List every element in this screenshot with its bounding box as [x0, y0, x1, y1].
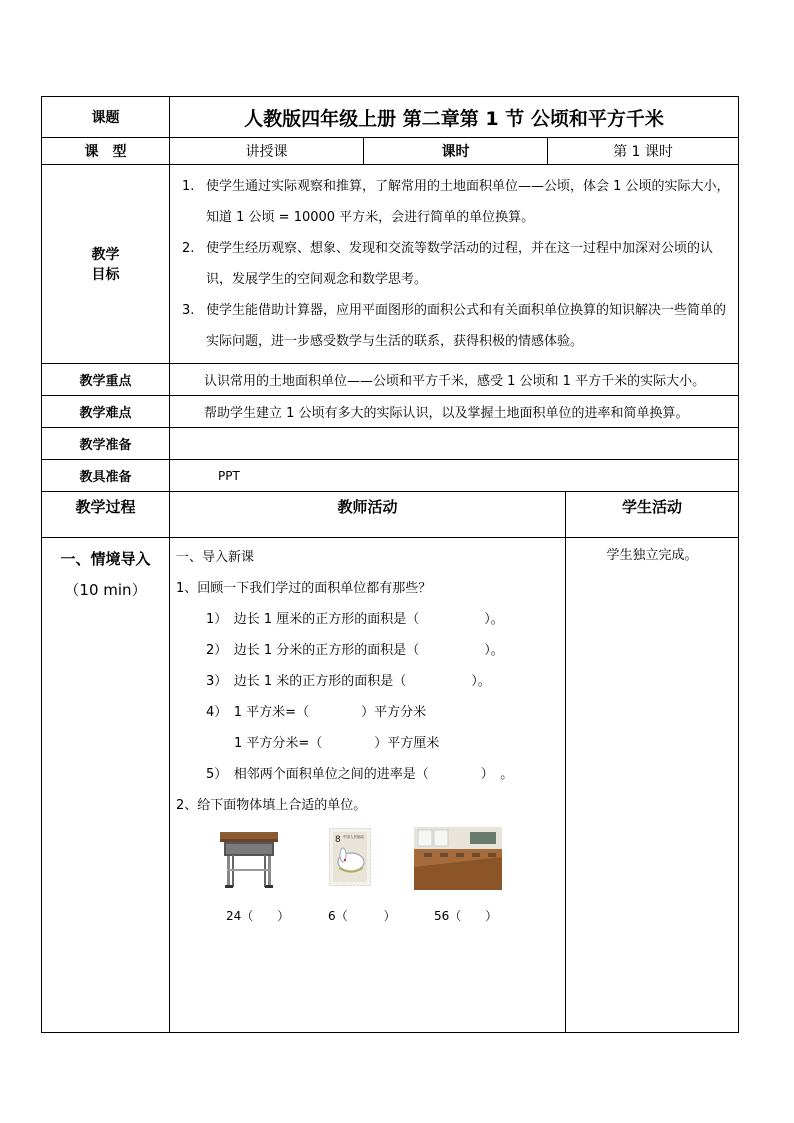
question-1-item-1: 1） 边长 1 厘米的正方形的面积是（ ）。 [206, 612, 504, 627]
objective-number: 2. [182, 241, 195, 256]
lesson-plan-table [41, 96, 739, 1033]
objective-text: 使学生能借助计算器，应用平面图形的面积公式和有关面积单位换算的知识解决一些简单的实际问题，进一步感受数学与生活的联系，获得积极的情感体验。 [206, 303, 727, 349]
stamp-caption: 6（ ） [328, 909, 396, 923]
objectives-label [42, 165, 170, 364]
objective-number: 1. [182, 179, 195, 194]
desk-picture-icon [218, 829, 280, 895]
question-1-item-4a: 4） 1 平方米=（ ）平方分米 [206, 705, 427, 720]
classroom-caption: 56（ ） [434, 909, 498, 923]
period-value: 第 1 课时 [548, 138, 739, 165]
question-2-pictures [176, 821, 559, 941]
question-1-item-4b: 1 平方分米=（ ）平方厘米 [234, 736, 440, 751]
key-points-label: 教学重点 [42, 364, 170, 396]
question-1-item-5: 5） 相邻两个面积单位之间的进率是（ ） 。 [206, 767, 514, 782]
objective-item [178, 171, 730, 233]
stamp-text: 中国人民邮政 [343, 835, 364, 839]
objectives-list [170, 165, 739, 364]
type-value: 讲授课 [170, 138, 364, 165]
question-1: 1、回顾一下我们学过的面积单位都有那些？ [176, 581, 432, 596]
objective-text: 使学生经历观察、想象、发现和交流等数学活动的过程，并在这一过程中加深对公顷的认识，发展学生的空间观念和数学思考。 [206, 241, 714, 287]
question-1-item-2: 2） 边长 1 分米的正方形的面积是（ ）。 [206, 643, 504, 658]
type-label: 课 型 [42, 138, 170, 165]
student-activity-header: 学生活动 [566, 492, 739, 538]
objective-number: 3. [182, 303, 195, 318]
preparation-label: 教学准备 [42, 428, 170, 460]
desk-caption: 24（ ） [226, 909, 290, 923]
period-label: 课时 [364, 138, 548, 165]
process-label: 教学过程 [42, 492, 170, 538]
subject-label: 课题 [42, 97, 170, 138]
key-points-value: 认识常用的土地面积单位——公顷和平方千米，感受 1 公顷和 1 平方千米的实际大小。 [170, 364, 739, 396]
stage-name: 一、情境导入 [60, 550, 151, 568]
stage-cell [42, 538, 170, 1033]
objectives-label-line-1: 教学 [91, 247, 120, 263]
difficulty-value: 帮助学生建立 1 公顷有多大的实际认识，以及掌握土地面积单位的进率和简单换算。 [170, 396, 739, 428]
stamp-value: 8 [335, 835, 341, 845]
stamp-picture-icon [329, 828, 371, 890]
student-activity-cell: 学生独立完成。 [566, 538, 739, 1033]
objective-text: 使学生通过实际观察和推算，了解常用的土地面积单位——公顷，体会 1 公顷的实际大小，知道 1 公顷 = 10000 平方米，会进行简单的单位换算。 [206, 179, 730, 225]
objective-item [178, 295, 730, 357]
teacher-activity-cell [170, 538, 566, 1033]
classroom-picture-icon [414, 827, 502, 894]
objective-item [178, 233, 730, 295]
lesson-title: 人教版四年级上册 第二章第 1 节 公顷和平方千米 [170, 97, 739, 138]
objectives-label-line-2: 目标 [91, 267, 120, 283]
question-2: 2、给下面物体填上合适的单位。 [176, 798, 367, 813]
intro-heading: 一、导入新课 [176, 550, 255, 565]
stage-time: （10 min） [64, 581, 147, 599]
question-1-item-3: 3） 边长 1 米的正方形的面积是（ ）。 [206, 674, 491, 689]
tools-value: PPT [170, 460, 739, 492]
teacher-activity-header: 教师活动 [170, 492, 566, 538]
preparation-value [170, 428, 739, 460]
difficulty-label: 教学难点 [42, 396, 170, 428]
tools-label: 教具准备 [42, 460, 170, 492]
